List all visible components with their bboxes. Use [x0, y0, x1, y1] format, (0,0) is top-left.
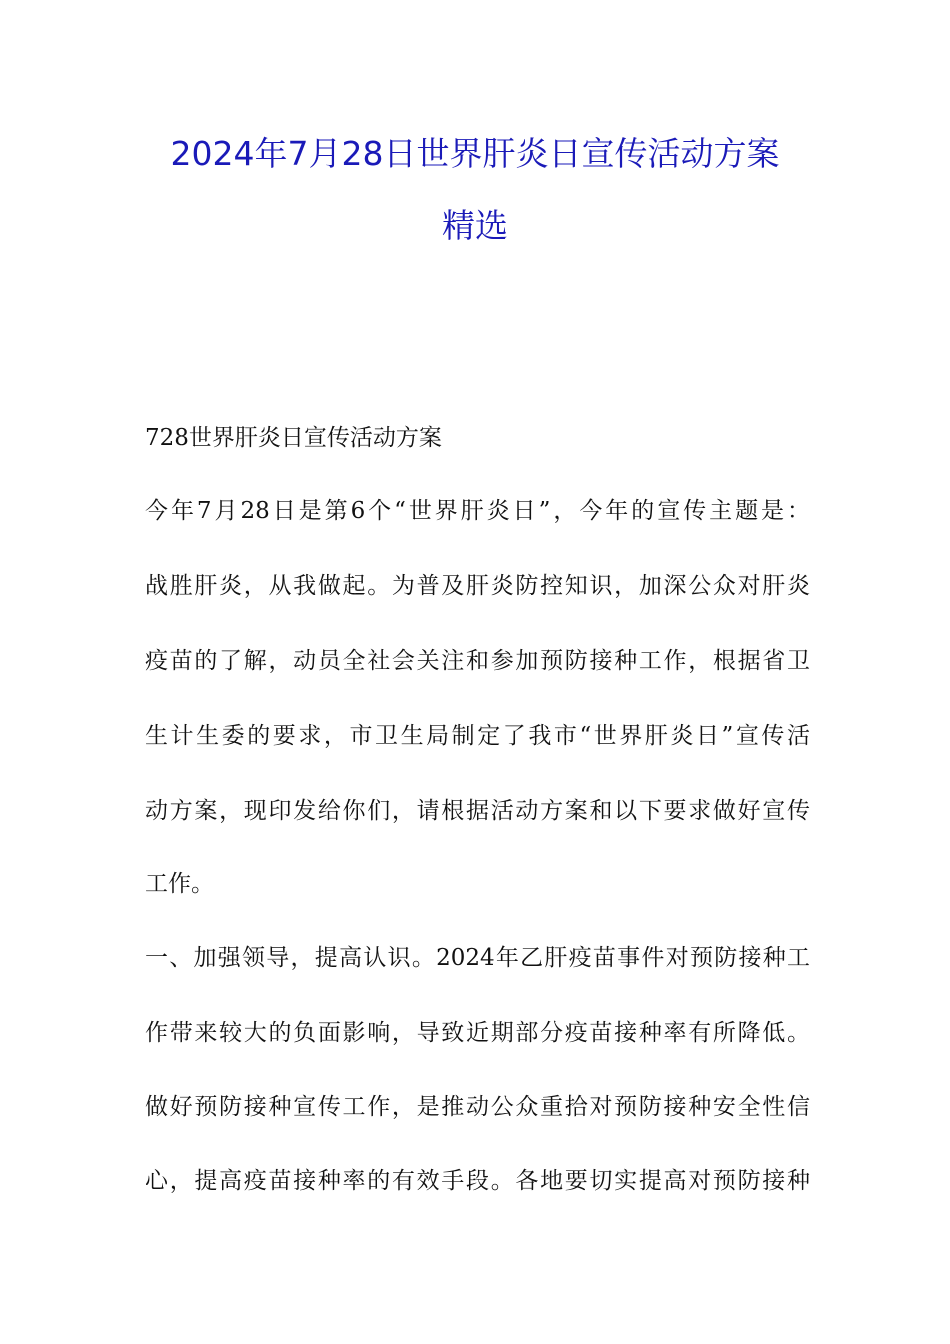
paragraph-line: 动方案，现印发给你们，请根据活动方案和以下要求做好宣传 [145, 798, 810, 824]
document-title-line-1: 2024年7月28日世界肝炎日宣传活动方案 [170, 134, 780, 173]
paragraph-line: 战胜肝炎，从我做起。为普及肝炎防控知识，加深公众对肝炎 [145, 573, 810, 599]
paragraph-line: 心，提高疫苗接种率的有效手段。各地要切实提高对预防接种 [145, 1168, 810, 1194]
document-subtitle: 728世界肝炎日宣传活动方案 [145, 425, 442, 451]
paragraph-line: 今年7月28日是第6个“世界肝炎日”，今年的宣传主题是： [145, 498, 810, 524]
paragraph-line: 生计生委的要求，市卫生局制定了我市“世界肝炎日”宣传活 [145, 723, 810, 749]
paragraph-line: 做好预防接种宣传工作，是推动公众重拾对预防接种安全性信 [145, 1094, 810, 1120]
document-title-line-2: 精选 [442, 206, 508, 245]
paragraph-line: 一、加强领导，提高认识。2024年乙肝疫苗事件对预防接种工 [145, 945, 810, 971]
paragraph-line: 疫苗的了解，动员全社会关注和参加预防接种工作，根据省卫 [145, 648, 810, 674]
paragraph-line: 作带来较大的负面影响，导致近期部分疫苗接种率有所降低。 [145, 1020, 810, 1046]
paragraph-line: 工作。 [145, 871, 214, 897]
